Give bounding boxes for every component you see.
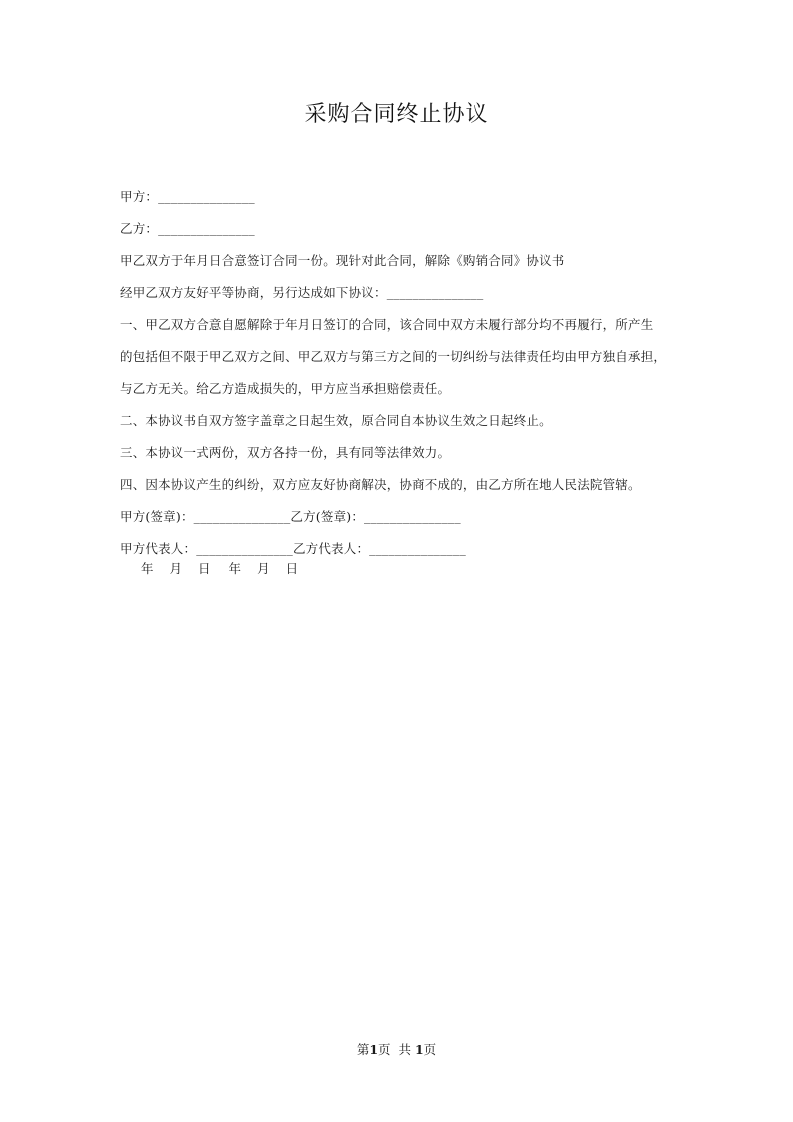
party-b-line: 乙方：_______________	[120, 221, 255, 236]
page-footer	[0, 1040, 793, 1060]
document-body	[120, 181, 700, 565]
footer-prefix: 第	[356, 1042, 370, 1057]
party-a-line: 甲方：_______________	[120, 189, 255, 204]
clause-2-line: 二、本协议书自双方签字盖章之日起生效，原合同自本协议生效之日起终止。	[120, 413, 552, 428]
date-line	[141, 553, 298, 585]
representative-line: 甲方代表人：_______________乙方代表人：_______________	[120, 541, 466, 556]
preamble-line-2: 经甲乙双方友好平等协商，另行达成如下协议：_______________	[120, 285, 484, 300]
date-year-1: 年	[141, 561, 154, 576]
footer-page-number: 1	[369, 1042, 379, 1057]
footer-page-word: 页 共	[378, 1042, 411, 1057]
clause-1-line-1: 一、甲乙双方合意自愿解除于年月日签订的合同，该合同中双方未履行部分均不再履行，所产生	[120, 317, 654, 332]
date-day-1: 日	[198, 561, 211, 576]
footer-suffix: 页	[423, 1042, 437, 1057]
clause-1-line-2: 的包括但不限于甲乙双方之间、甲乙双方与第三方之间的一切纠纷与法律责任均由甲方独自承担，	[120, 349, 667, 364]
date-day-2: 日	[285, 561, 299, 576]
clause-1-line-3: 与乙方无关。给乙方造成损失的，甲方应当承担赔偿责任。	[120, 381, 451, 396]
date-month-2: 月	[257, 561, 270, 576]
clause-4-line: 四、因本协议产生的纠纷，双方应友好协商解决，协商不成的，由乙方所在地人民法院管辖。	[120, 477, 641, 492]
clause-3-line: 三、本协议一式两份，双方各持一份，具有同等法律效力。	[120, 445, 451, 460]
signature-line: 甲方(签章)：_______________乙方(签章)：_______________	[120, 509, 461, 524]
date-year-2: 年	[228, 561, 242, 576]
date-month-1: 月	[169, 561, 183, 576]
preamble-line-1: 甲乙双方于年月日合意签订合同一份。现针对此合同，解除《购销合同》协议书	[120, 253, 565, 268]
footer-total-pages: 1	[414, 1042, 424, 1057]
document-title: 采购合同终止协议	[304, 102, 489, 127]
